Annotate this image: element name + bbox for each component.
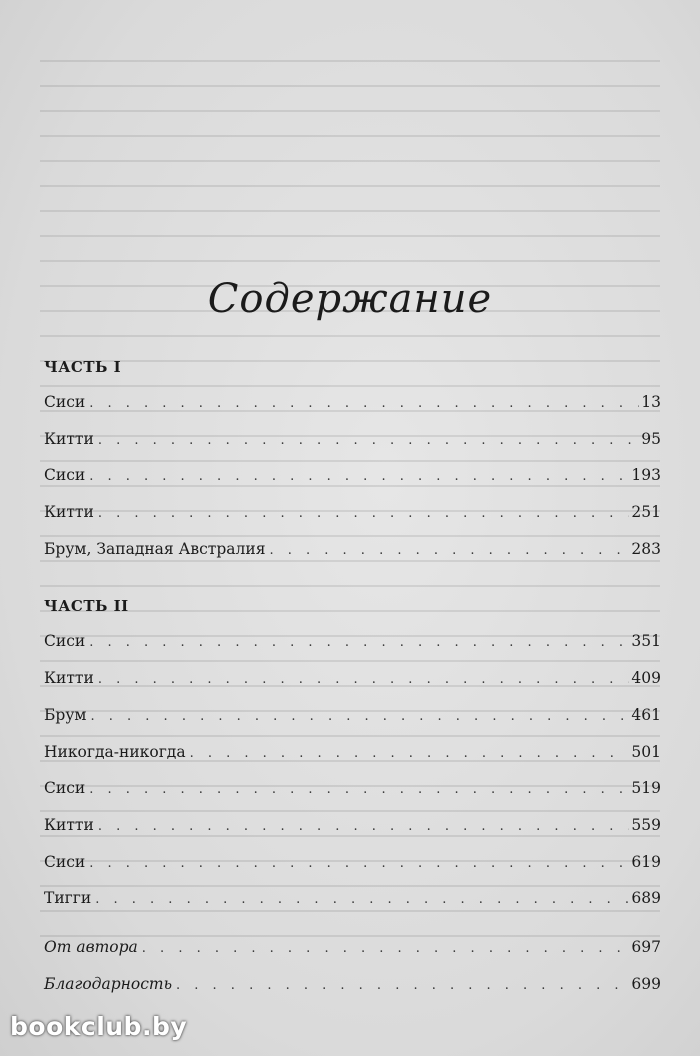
toc-entry-back-matter[interactable]: [44, 929, 661, 966]
toc-entry-page: 461: [631, 705, 661, 724]
toc-entry-label: От автора: [44, 937, 138, 956]
toc-entry[interactable]: [44, 880, 661, 917]
toc-entry-back-matter[interactable]: [44, 966, 661, 1003]
toc-entry[interactable]: [44, 844, 661, 881]
toc-entry-label: Никогда-никогда: [44, 742, 186, 761]
toc-entry-label: Сиси: [44, 393, 86, 411]
toc-entry-page: 519: [631, 779, 661, 798]
toc-entry[interactable]: [44, 807, 661, 844]
toc-entry-label: Китти: [44, 429, 94, 448]
toc-entry-label: Сиси: [44, 466, 86, 485]
leader-dots: [89, 846, 629, 883]
toc-entry-label: Брум: [44, 705, 87, 724]
leader-dots: [89, 625, 629, 662]
leader-dots: [98, 662, 630, 699]
toc-entry-page: 251: [631, 503, 661, 522]
toc-entry-page: 697: [631, 937, 661, 956]
leader-dots: [95, 882, 629, 919]
toc-entry[interactable]: [44, 531, 661, 568]
table-of-contents: [44, 350, 661, 1002]
toc-entry-page: 193: [631, 466, 661, 485]
toc-entry[interactable]: [44, 421, 661, 458]
toc-entry-label: Китти: [44, 815, 94, 834]
toc-entry-label: Китти: [44, 669, 94, 688]
toc-entry-page: 351: [631, 632, 661, 651]
leader-dots: [98, 423, 639, 460]
toc-entry-page: 409: [631, 669, 661, 688]
toc-entry-page: 501: [631, 742, 661, 761]
toc-entry-page: 95: [641, 429, 661, 448]
toc-entry-label: Сиси: [44, 852, 86, 871]
leader-dots: [89, 772, 629, 809]
toc-entry[interactable]: [44, 697, 661, 734]
toc-entry-page: 559: [631, 815, 661, 834]
toc-entry-label: Благодарность: [44, 974, 173, 993]
leader-dots: [98, 809, 630, 846]
part-heading: ЧАСТЬ I: [44, 358, 122, 376]
page-title: Содержание: [207, 276, 493, 322]
toc-entry-page: 699: [631, 974, 661, 993]
toc-entry-label: Тигги: [44, 889, 92, 908]
section-gap: [44, 567, 661, 589]
toc-entry-page: 13: [641, 393, 661, 411]
leader-dots: [89, 386, 639, 423]
leader-dots: [190, 736, 630, 773]
toc-entry[interactable]: [44, 384, 661, 421]
leader-dots: [91, 699, 630, 736]
leader-dots: [176, 968, 629, 1005]
site-watermark: bookclub.by: [10, 1012, 188, 1041]
toc-entry-label: Китти: [44, 503, 94, 522]
toc-entry[interactable]: [44, 770, 661, 807]
part-heading: ЧАСТЬ II: [44, 597, 129, 616]
toc-entry-page: 283: [631, 539, 661, 558]
leader-dots: [89, 459, 629, 496]
toc-entry[interactable]: [44, 494, 661, 531]
toc-entry[interactable]: [44, 734, 661, 771]
toc-entry[interactable]: [44, 457, 661, 494]
toc-entry[interactable]: [44, 623, 661, 660]
toc-entry-label: Сиси: [44, 779, 86, 798]
toc-entry-page: 619: [631, 852, 661, 871]
leader-dots: [269, 533, 629, 570]
toc-entry[interactable]: [44, 660, 661, 697]
toc-entry-label: Сиси: [44, 632, 86, 651]
toc-entry-page: 689: [631, 889, 661, 908]
leader-dots: [142, 931, 630, 968]
leader-dots: [98, 496, 630, 533]
toc-entry-label: Брум, Западная Австралия: [44, 539, 266, 558]
